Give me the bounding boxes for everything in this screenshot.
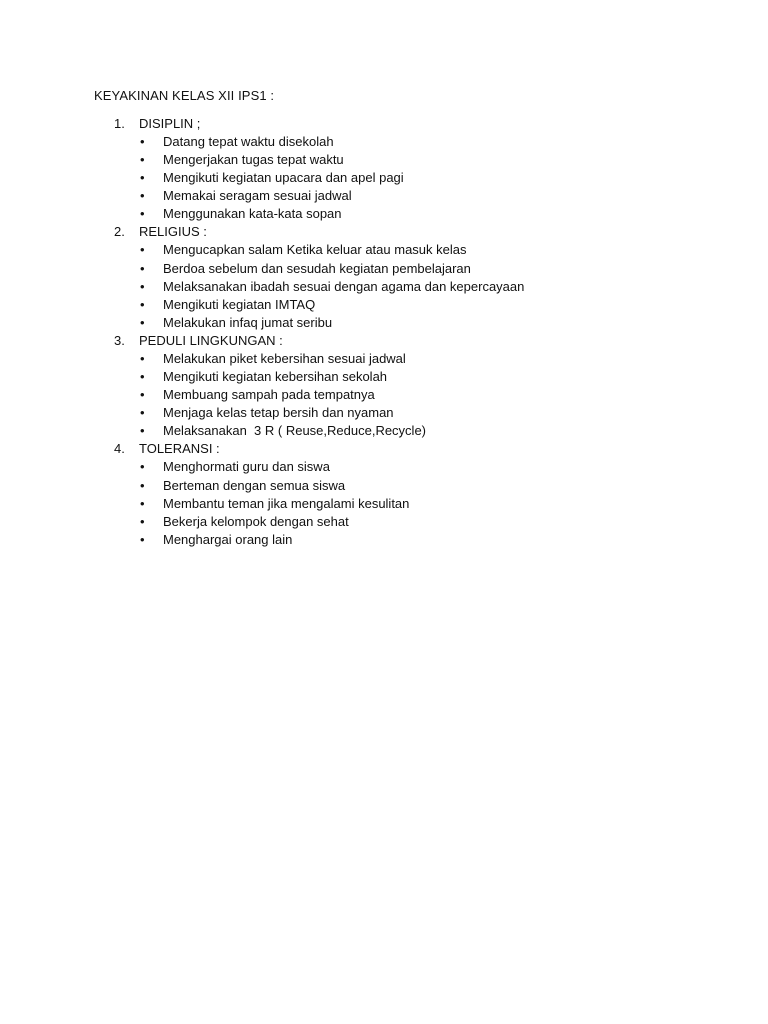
list-item: [0, 404, 768, 422]
document-title: KEYAKINAN KELAS XII IPS1 :: [94, 88, 275, 103]
list-item: [0, 368, 768, 386]
bullet-icon: •: [140, 314, 145, 330]
bullet-icon: •: [140, 296, 145, 312]
section-title: PEDULI LINGKUNGAN :: [139, 332, 283, 348]
list-item: [0, 205, 768, 223]
list-item: [0, 314, 768, 332]
list-item-text: Menghormati guru dan siswa: [163, 459, 330, 475]
list-item: [0, 278, 768, 296]
list-item-text: Menjaga kelas tetap bersih dan nyaman: [163, 405, 394, 421]
list-item: [0, 531, 768, 549]
list-item-text: Mengikuti kegiatan upacara dan apel pagi: [163, 170, 404, 186]
list-item-text: Menghargai orang lain: [163, 531, 293, 547]
list-item: [0, 422, 768, 440]
list-item: [0, 495, 768, 513]
section-heading: [0, 332, 768, 350]
list-item: [0, 169, 768, 187]
section-heading: [0, 440, 768, 458]
list-item-text: Berdoa sebelum dan sesudah kegiatan pembelajaran: [163, 260, 471, 276]
bullet-icon: •: [140, 531, 145, 547]
list-item-text: Mengikuti kegiatan IMTAQ: [163, 296, 316, 312]
bullet-icon: •: [140, 423, 145, 439]
list-item: [0, 477, 768, 495]
bullet-icon: •: [140, 260, 145, 276]
list-item: [0, 133, 768, 151]
list-item-text: Melaksanakan ibadah sesuai dengan agama dan kepercayaan: [163, 278, 525, 294]
section-number: 4.: [114, 441, 125, 457]
bullet-icon: •: [140, 206, 145, 222]
list-item: [0, 296, 768, 314]
list-item-text: Melakukan piket kebersihan sesuai jadwal: [163, 350, 406, 366]
list-item-text: Menggunakan kata-kata sopan: [163, 206, 342, 222]
list-item: [0, 260, 768, 278]
section-title: RELIGIUS :: [139, 224, 207, 240]
list-item-text: Membuang sampah pada tempatnya: [163, 387, 375, 403]
list-item-text: Mengucapkan salam Ketika keluar atau masuk kelas: [163, 242, 467, 258]
section-number: 3.: [114, 332, 125, 348]
bullet-icon: •: [140, 188, 145, 204]
list-item-text: Melakukan infaq jumat seribu: [163, 314, 333, 330]
bullet-icon: •: [140, 387, 145, 403]
bullet-icon: •: [140, 278, 145, 294]
bullet-icon: •: [140, 134, 145, 149]
bullet-icon: •: [140, 242, 145, 258]
list-item-text: Datang tepat waktu disekolah: [163, 134, 334, 149]
bullet-icon: •: [140, 459, 145, 475]
list-item: [0, 350, 768, 368]
list-item-text: Melaksanakan 3 R ( Reuse,Reduce,Recycle): [163, 423, 427, 439]
section-title: DISIPLIN ;: [139, 116, 201, 131]
list-item-text: Bekerja kelompok dengan sehat: [163, 513, 349, 529]
section-number: 1.: [114, 116, 125, 131]
list-item: [0, 241, 768, 259]
list-item: [0, 187, 768, 205]
bullet-icon: •: [140, 152, 145, 168]
list-item-text: Berteman dengan semua siswa: [163, 477, 346, 493]
section-title: TOLERANSI :: [139, 441, 220, 457]
bullet-icon: •: [140, 495, 145, 511]
bullet-icon: •: [140, 477, 145, 493]
section-heading: [0, 115, 768, 133]
section-number: 2.: [114, 224, 125, 240]
bullet-icon: •: [140, 350, 145, 366]
sections-list: [0, 115, 768, 549]
bullet-icon: •: [140, 369, 145, 385]
bullet-icon: •: [140, 170, 145, 186]
list-item: [0, 386, 768, 404]
list-item-text: Membantu teman jika mengalami kesulitan: [163, 495, 410, 511]
list-item: [0, 151, 768, 169]
list-item: [0, 513, 768, 531]
section-heading: [0, 223, 768, 241]
bullet-icon: •: [140, 405, 145, 421]
bullet-icon: •: [140, 513, 145, 529]
list-item-text: Mengikuti kegiatan kebersihan sekolah: [163, 369, 388, 385]
list-item-text: Mengerjakan tugas tepat waktu: [163, 152, 344, 168]
list-item: [0, 458, 768, 476]
list-item-text: Memakai seragam sesuai jadwal: [163, 188, 352, 204]
